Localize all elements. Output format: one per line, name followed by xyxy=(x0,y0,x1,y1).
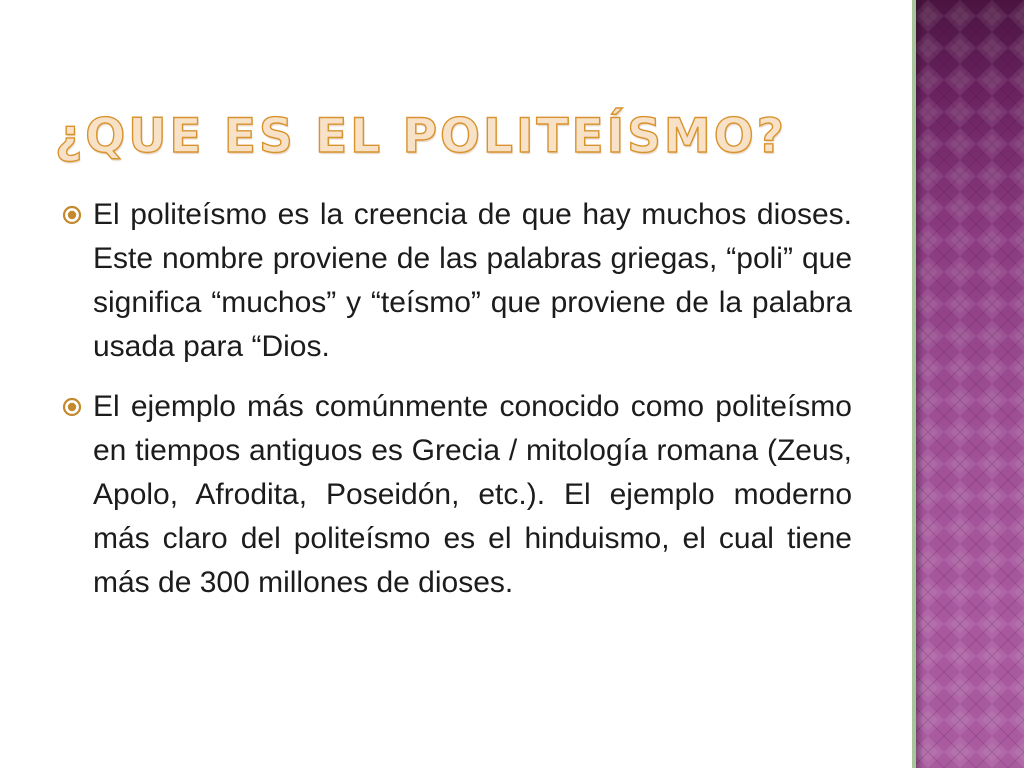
bullet-item xyxy=(60,385,852,605)
bullet-text: El politeísmo es la creencia de que hay muchos dioses. Este nombre proviene de las palabras griegas, “poli” que significa “muchos” y “teísmo” que proviene de la palabra usada para “Dios. xyxy=(93,198,852,363)
ring-bullet-icon xyxy=(62,205,82,225)
panel-shadow xyxy=(916,0,924,768)
ring-bullet-icon xyxy=(62,397,82,417)
slide-title: ¿QUE ES EL POLITEÍSMO? xyxy=(55,109,787,164)
bullet-item xyxy=(60,193,852,369)
bullet-list xyxy=(60,193,852,621)
diamond-pattern xyxy=(912,0,1024,768)
decorative-side-panel xyxy=(912,0,1024,768)
bullet-text: El ejemplo más comúnmente conocido como politeísmo en tiempos antiguos es Grecia / mitología romana (Zeus, Apolo, Afrodita, Poseidón, etc.). El ejemplo moderno más claro del politeísmo es el hinduismo, el cual tiene más de 300 millones de dioses. xyxy=(93,390,852,599)
